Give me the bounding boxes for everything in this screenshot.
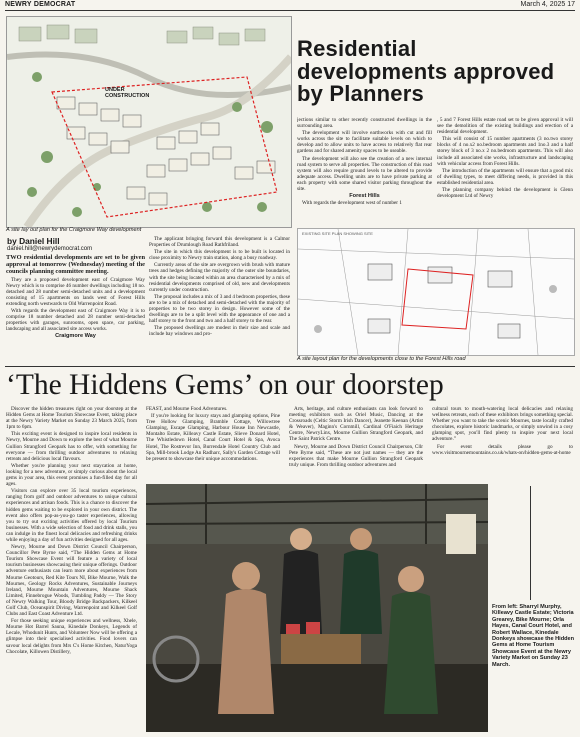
paragraph: They are a proposed development east of Craigmore Way Newry which is to comprise 46 number dwellings including 18 no. detached and 28 number semi-detached units and a development consisting of 15 apartments on lands west of Forest Hills extending north westwards to Old Warrenpoint Road. [6, 276, 145, 307]
paragraph: The development will involve earthworks with cut and fill works across the site to facilitate suitable levels on which to develop and to allow units to have access to relatively flat rear gardens and for shared amenity spaces to be useable. [297, 130, 432, 155]
paragraph: Whether you're planning your next staycation at home, looking for a new adventure, or simply curious about the local gems in your area, this event promises a fun-filled day for all ages. [6, 462, 137, 488]
site-plan-map [6, 16, 292, 228]
paper-name: NEWRY DEMOCRAT [5, 1, 76, 8]
existing-site-plan-drawing [298, 229, 574, 355]
paragraph: The site in which this development is to be built is located in close proximity to Newry train station, along a busy roadway. [149, 249, 290, 262]
issue-date: March 4, 2025 17 [520, 1, 575, 8]
photo-caption: From left: Sharryl Murphy, Killeavy Castle Estate; Victoria Grearey, Bike Mourne; Orla Hayes, Canal Court Hotel, and Robert Wallace, Kinedale Donkeys showcase the Hidden Gems at Home Tourism Showcase Event at the Newry Variety Market on Sunday 23 March. [492, 604, 575, 668]
paragraph: Currently areas of the site are overgrown with brush with mature trees and hedges defining the majority of the outer site boundaries, with the site being located within an area characterised by a mix of residential developments comprised of old, new and developments currently under construction. [149, 262, 290, 293]
paragraph: FEAST, and Mourne Food Adventures. [146, 406, 228, 412]
article2-column-2 [146, 406, 280, 482]
paragraph: For event details please go to www.visitmournemountains.co.uk/whats-on/hidden-gems-at-home [432, 443, 573, 456]
site-plan-drawing [7, 17, 291, 227]
byline: by Daniel Hill [7, 236, 60, 246]
article1-column-4 [437, 117, 573, 226]
paragraph: Visitors can explore over 35 local tourism experiences, ranging from golf and outdoor adventures to unique cultural experiences and artisan foods. This is a chance to discover the hidden gems waiting to be explored in your own district. The event also offers pop-as-you-go taster experiences, allowing you to try out exciting activities offered by local Tourism businesses. With a wide selection of food and drink stalls, you can indulge in the finest local delicacies and refreshing drinks while enjoying a day of fun activities designed for all ages. [6, 488, 137, 543]
lead-paragraph: TWO residential developments are set to be given approval at tomorrow (Wednesday) meeting of the councils planning committee meeting. [6, 254, 145, 276]
article2-column-3 [289, 406, 423, 482]
article1-column-2 [149, 236, 290, 369]
article2-column-1 [6, 406, 137, 734]
map-label: UNDER CONSTRUCTION [105, 87, 150, 99]
caption-pointer-line [530, 486, 531, 600]
subheading: Forest Hills [349, 193, 380, 200]
paragraph: Discover the hidden treasures right on your doorstep at the Hidden Gems at Home Tourism Showcase Event, taking place at the Newry Variety Market on Sunday 23 March 2025, from 1pm to 6pm. [6, 406, 137, 431]
article1-column-3 [297, 117, 432, 226]
article2-headline: ‘The Hiddens Gems’ on our doorstep [6, 369, 444, 401]
article1-column-1 [6, 254, 145, 369]
paragraph: This will consist of 15 number apartments (3 no.two storey blocks of 4 no.x2 no.bedroom apartments and 1no.3 and a half storey block of 3 no.x 2 no.bedroom apartments. This will also include all associated site works, infrastructure and landscaping with vehicular access from Forest Hills. [437, 136, 573, 167]
paragraph: Newry, Mourne and Down District Council Chairperson, Councillor Pete Byrne said, “The Hidden Gems at Home Tourism Showcase Event will feature a variety of local tourism businesses showcasing their unique offerings. Outdoor adventure enthusiasts can learn more about experiences from Mourne Geotours, Red Kite Tours NI, Bike Mourne, Walk the Mournes, Geology Rocks Adventures, Sustainable Journeys Ireland, Mourne Mountain Adventures, Mourne Shack Limited, Finnebrogue Woods, Tumbling Paddy — The Story of Newry Walking Tour, Bloody Bridge Backpackers, Kilkeel Golf Club, Oceanspirit Diving, Warrenpoint and Kilkeel Golf Clubs and East Coast Adventure Ltd. [6, 544, 137, 618]
existing-site-plan [297, 228, 575, 356]
paragraph: The proposed dwellings are modest in their size and scale and include bay windows and pro- [149, 325, 290, 338]
paragraph: cultural tours to mouth-watering local delicacies and relaxing wellness retreats, each of these exhibitors brings something special. Whether you want to take the scenic Mournes, taste locally crafted chocolates, explore historic landmarks, or simply unwind in a cosy glamping spot, you'll find plenty to inspire your next local adventure.” [432, 406, 573, 443]
paragraph: The development will also see the creation of a new internal road system to serve all properties. The construction of this road system will also require ground levels to be altered to provide adequate access. Dwelling units are to have private parking at each property with some shared visitor parking throughout the site. [297, 155, 432, 193]
paragraph: jections similar to other recently constructed dwellings in the surrounding area. [297, 117, 432, 130]
paragraph: Newry, Mourne and Down District Council Chairperson, Cllr Pete Byrne said, “These are not just names — they are the experiences that make Mourne Gullion Strangford Geopark truly unique. From thrilling outdoor adventures and [289, 443, 423, 468]
paragraph: This exciting event is designed to inspire local residents in Newry, Mourne and Down to explore the best of what Mourne Gullion Strangford Geopark has to offer, with something for everyone — from thrilling outdoor adventures to relaxing retreats and delicious local flavours. [6, 431, 137, 462]
paragraph: The proposal includes a mix of 3 and 4 bedroom properties, these are to be a mix of detached and semi-detached with the majority of properties to be two storey in design. However some of the dwellings are to be a split level with the appearance of one and a half storey to the front and two and a half storey to the rear. [149, 293, 290, 325]
masthead [5, 1, 575, 11]
subheading: Craigmore Way [55, 333, 96, 340]
event-photo [146, 484, 488, 732]
paragraph: , 5 and 7 Forest Hills estate road set to be given approval it will see the demolition of the existing buildings and erection of a residential development. [437, 117, 573, 136]
article2-column-4 [432, 406, 573, 482]
paragraph: The planning company behind the development is Glenn development Ltd of Newry [437, 187, 573, 200]
plan-title: EXISTING SITE PLAN SHOWING SITE [302, 231, 373, 236]
event-photo-image [146, 484, 488, 732]
plan2-caption: A site layout plan for the developments close to the Forest Hills road [297, 356, 466, 362]
paragraph: The applicant bringing forward this development is a Calmor Properties of Drumlough Road Rathfriland. [149, 236, 290, 249]
article1-headline: Residential developments approved by Planners [297, 36, 555, 106]
map-caption: A site lay out plan for the Craigmore Way development [6, 227, 142, 233]
paragraph: With regards the development west of number 1 [302, 200, 402, 207]
paragraph: If you're looking for luxury stays and glamping options, Pine Tree Hollow Glamping, Bramble Cottage, Willowtree Glamping, Escape Glamping, Harbour House Inn Newcastle, Montalto Estate, Killeavy Castle Estate, Slieve Donard Hotel, The Whistledown Hotel, Canal Court Hotel & Spa, Avoca Hotel, The Rostrevor Inn, Burrendale Hotel Country Club and Spa, Mill-brook Lodge An Radharc, Sally's Garden Cottage will be present to showcase their unique accommodations. [146, 413, 280, 462]
paragraph: Arts, heritage, and culture enthusiasts can look forward to meeting exhibitors such as Oriel Music, Dancing at the Crossroads (Celtic Storm Irish Dancer), Jeanette Keenan (Artist & Weaver), Maginn's Cornmill, Cardinal O'Fiaich Heritage Centre, NewryLinx, Mourne Gullion Strangford Geopark, and The Saint Patrick Centre. [289, 406, 423, 443]
byline-email[interactable]: daniel.hill@newrydemocrat.com [7, 246, 93, 252]
paragraph: For those seeking unique experiences and wellness, Xhele, Mourne Hot Barrel Sauna, Kinedale Donkeys, Legends of Lecale, Whodunit Hunts, and Volunteer Now will be offering a glimpse into their specialised activities. Food lovers can savour local delights from Mrs C's Home Kitchen, NaturYoga Chocolate, Killowen Distillery, [6, 618, 137, 655]
paragraph: With regards the development east of Craigmore Way it is to comprise 18 number detached and 28 number semi-detached properties with garages, sunrooms, open space, car parking, landscaping and all associated site access works. [6, 308, 145, 333]
paragraph: The introduction of the apartments will ensure that a good mix of dwelling types, to meet differing needs, is provided in this established residential area. [437, 167, 573, 186]
